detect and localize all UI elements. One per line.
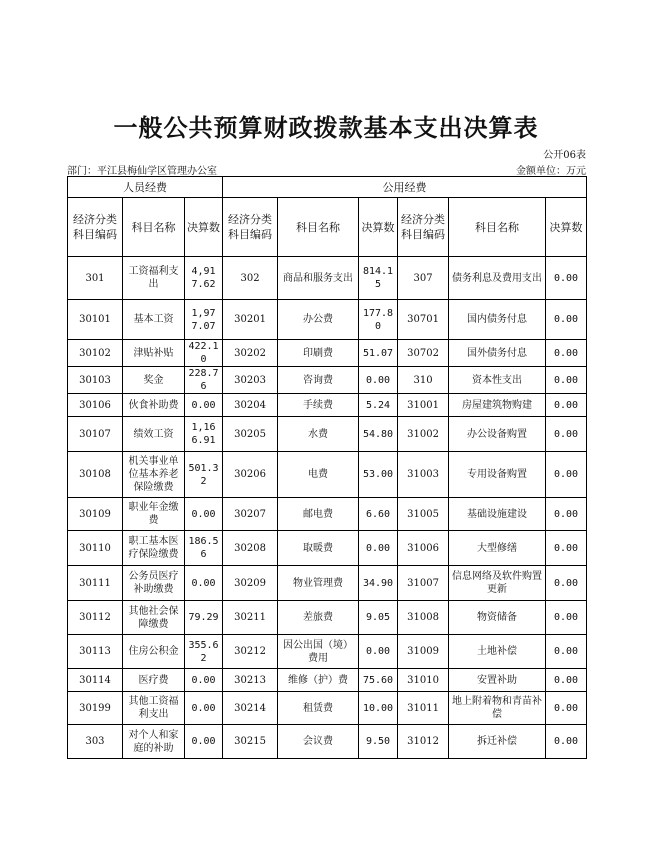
code-cell: 30206 — [223, 452, 278, 498]
name-cell: 绩效工资 — [123, 417, 185, 452]
amount-cell: 1,977.07 — [185, 300, 223, 340]
name-cell: 商品和服务支出 — [278, 257, 359, 300]
amount-cell: 0.00 — [185, 725, 223, 759]
name-cell: 土地补偿 — [449, 635, 546, 669]
group-public-header: 公用经费 — [223, 177, 587, 198]
amount-cell: 228.76 — [185, 367, 223, 394]
code-cell: 30112 — [68, 601, 123, 635]
code-cell: 30202 — [223, 340, 278, 367]
amount-cell: 0.00 — [546, 300, 587, 340]
amount-cell: 0.00 — [546, 692, 587, 725]
amount-cell: 0.00 — [185, 692, 223, 725]
name-cell: 机关事业单位基本养老保险缴费 — [123, 452, 185, 498]
name-cell: 住房公积金 — [123, 635, 185, 669]
name-cell: 取暖费 — [278, 531, 359, 566]
code-cell: 30208 — [223, 531, 278, 566]
amount-cell: 0.00 — [185, 669, 223, 692]
code-cell: 30108 — [68, 452, 123, 498]
table-row — [68, 394, 587, 417]
name-cell: 伙食补助费 — [123, 394, 185, 417]
amount-cell: 0.00 — [546, 257, 587, 300]
code-cell: 302 — [223, 257, 278, 300]
name-cell: 职工基本医疗保险缴费 — [123, 531, 185, 566]
code-cell: 30106 — [68, 394, 123, 417]
name-cell: 安置补助 — [449, 669, 546, 692]
name-cell: 专用设备购置 — [449, 452, 546, 498]
code-cell: 30207 — [223, 498, 278, 531]
amount-cell: 0.00 — [546, 394, 587, 417]
amount-cell: 79.29 — [185, 601, 223, 635]
amount-cell: 0.00 — [546, 566, 587, 601]
table-row — [68, 725, 587, 759]
name-header: 科目名称 — [278, 198, 359, 257]
name-cell: 物资储备 — [449, 601, 546, 635]
amount-cell: 34.90 — [359, 566, 398, 601]
code-header: 经济分类科目编码 — [398, 198, 449, 257]
name-cell: 因公出国（境）费用 — [278, 635, 359, 669]
amount-cell: 0.00 — [185, 566, 223, 601]
name-cell: 拆迁补偿 — [449, 725, 546, 759]
code-header: 经济分类科目编码 — [223, 198, 278, 257]
code-cell: 303 — [68, 725, 123, 759]
code-cell: 30113 — [68, 635, 123, 669]
group-personnel-header: 人员经费 — [68, 177, 223, 198]
amount-cell: 0.00 — [546, 669, 587, 692]
table-row — [68, 566, 587, 601]
code-cell: 31007 — [398, 566, 449, 601]
amount-cell: 0.00 — [546, 417, 587, 452]
name-cell: 医疗费 — [123, 669, 185, 692]
name-cell: 津贴补贴 — [123, 340, 185, 367]
code-cell: 31009 — [398, 635, 449, 669]
name-cell: 印刷费 — [278, 340, 359, 367]
page-title: 一般公共预算财政拨款基本支出决算表 — [113, 113, 539, 142]
name-cell: 大型修缮 — [449, 531, 546, 566]
amount-cell: 0.00 — [546, 498, 587, 531]
code-cell: 31010 — [398, 669, 449, 692]
amount-cell: 75.60 — [359, 669, 398, 692]
name-cell: 房屋建筑物购建 — [449, 394, 546, 417]
amount-cell: 5.24 — [359, 394, 398, 417]
amount-cell: 177.80 — [359, 300, 398, 340]
table-row — [68, 417, 587, 452]
name-cell: 基础设施建设 — [449, 498, 546, 531]
table-row — [68, 531, 587, 566]
name-header: 科目名称 — [449, 198, 546, 257]
code-cell: 31008 — [398, 601, 449, 635]
code-cell: 31003 — [398, 452, 449, 498]
code-cell: 310 — [398, 367, 449, 394]
code-cell: 30702 — [398, 340, 449, 367]
name-cell: 资本性支出 — [449, 367, 546, 394]
code-cell: 30213 — [223, 669, 278, 692]
amount-cell: 501.32 — [185, 452, 223, 498]
name-cell: 物业管理费 — [278, 566, 359, 601]
code-cell: 301 — [68, 257, 123, 300]
code-cell: 31001 — [398, 394, 449, 417]
expenditure-table — [67, 176, 587, 759]
name-cell: 信息网络及软件购置更新 — [449, 566, 546, 601]
amount-cell: 1,166.91 — [185, 417, 223, 452]
amount-cell: 9.05 — [359, 601, 398, 635]
code-cell: 31012 — [398, 725, 449, 759]
code-cell: 30107 — [68, 417, 123, 452]
amount-cell: 0.00 — [546, 531, 587, 566]
amount-cell: 0.00 — [546, 725, 587, 759]
amount-cell: 422.10 — [185, 340, 223, 367]
table-row — [68, 300, 587, 340]
table-row — [68, 257, 587, 300]
amount-cell: 10.00 — [359, 692, 398, 725]
code-cell: 30199 — [68, 692, 123, 725]
code-cell: 30111 — [68, 566, 123, 601]
name-cell: 奖金 — [123, 367, 185, 394]
amount-cell: 0.00 — [546, 367, 587, 394]
name-header: 科目名称 — [123, 198, 185, 257]
code-cell: 31011 — [398, 692, 449, 725]
amount-cell: 53.00 — [359, 452, 398, 498]
name-cell: 水费 — [278, 417, 359, 452]
form-number: 公开06表 — [543, 150, 586, 161]
code-cell: 30109 — [68, 498, 123, 531]
table-row — [68, 498, 587, 531]
amount-header: 决算数 — [546, 198, 587, 257]
code-cell: 30205 — [223, 417, 278, 452]
amount-cell: 51.07 — [359, 340, 398, 367]
amount-cell: 355.62 — [185, 635, 223, 669]
amount-cell: 186.56 — [185, 531, 223, 566]
amount-header: 决算数 — [359, 198, 398, 257]
table-row — [68, 669, 587, 692]
name-cell: 对个人和家庭的补助 — [123, 725, 185, 759]
amount-cell: 0.00 — [546, 601, 587, 635]
table-row — [68, 692, 587, 725]
amount-cell: 0.00 — [185, 498, 223, 531]
amount-cell: 0.00 — [546, 635, 587, 669]
name-cell: 咨询费 — [278, 367, 359, 394]
name-cell: 会议费 — [278, 725, 359, 759]
name-cell: 租赁费 — [278, 692, 359, 725]
amount-cell: 6.60 — [359, 498, 398, 531]
name-cell: 差旅费 — [278, 601, 359, 635]
amount-cell: 0.00 — [359, 531, 398, 566]
name-cell: 办公费 — [278, 300, 359, 340]
name-cell: 手续费 — [278, 394, 359, 417]
name-cell: 邮电费 — [278, 498, 359, 531]
name-cell: 职业年金缴费 — [123, 498, 185, 531]
amount-cell: 54.80 — [359, 417, 398, 452]
code-cell: 30203 — [223, 367, 278, 394]
name-cell: 其他工资福利支出 — [123, 692, 185, 725]
code-cell: 30215 — [223, 725, 278, 759]
code-cell: 30211 — [223, 601, 278, 635]
name-cell: 维修（护）费 — [278, 669, 359, 692]
amount-header: 决算数 — [185, 198, 223, 257]
name-cell: 其他社会保障缴费 — [123, 601, 185, 635]
amount-cell: 0.00 — [359, 367, 398, 394]
name-cell: 债务利息及费用支出 — [449, 257, 546, 300]
code-cell: 31002 — [398, 417, 449, 452]
name-cell: 地上附着物和青苗补偿 — [449, 692, 546, 725]
code-cell: 31005 — [398, 498, 449, 531]
table-row — [68, 452, 587, 498]
code-cell: 30102 — [68, 340, 123, 367]
code-cell: 30204 — [223, 394, 278, 417]
code-cell: 30114 — [68, 669, 123, 692]
name-cell: 办公设备购置 — [449, 417, 546, 452]
code-cell: 30201 — [223, 300, 278, 340]
amount-cell: 0.00 — [546, 340, 587, 367]
amount-unit-label: 金额单位：万元 — [516, 166, 586, 177]
name-cell: 电费 — [278, 452, 359, 498]
code-cell: 30209 — [223, 566, 278, 601]
amount-cell: 4,917.62 — [185, 257, 223, 300]
code-cell: 31006 — [398, 531, 449, 566]
meta-line — [67, 160, 586, 176]
name-cell: 国内债务付息 — [449, 300, 546, 340]
code-header: 经济分类科目编码 — [68, 198, 123, 257]
code-cell: 307 — [398, 257, 449, 300]
table-row — [68, 340, 587, 367]
amount-cell: 0.00 — [185, 394, 223, 417]
amount-cell: 814.15 — [359, 257, 398, 300]
code-cell: 30214 — [223, 692, 278, 725]
amount-cell: 9.50 — [359, 725, 398, 759]
name-cell: 工资福利支出 — [123, 257, 185, 300]
code-cell: 30212 — [223, 635, 278, 669]
code-cell: 30110 — [68, 531, 123, 566]
table-row — [68, 367, 587, 394]
code-cell: 30101 — [68, 300, 123, 340]
table-row — [68, 635, 587, 669]
name-cell: 国外债务付息 — [449, 340, 546, 367]
name-cell: 公务员医疗补助缴费 — [123, 566, 185, 601]
name-cell: 基本工资 — [123, 300, 185, 340]
department-label: 部门：平江县梅仙学区管理办公室 — [67, 166, 217, 177]
code-cell: 30103 — [68, 367, 123, 394]
amount-cell: 0.00 — [546, 452, 587, 498]
amount-cell: 0.00 — [359, 635, 398, 669]
table-row — [68, 601, 587, 635]
code-cell: 30701 — [398, 300, 449, 340]
